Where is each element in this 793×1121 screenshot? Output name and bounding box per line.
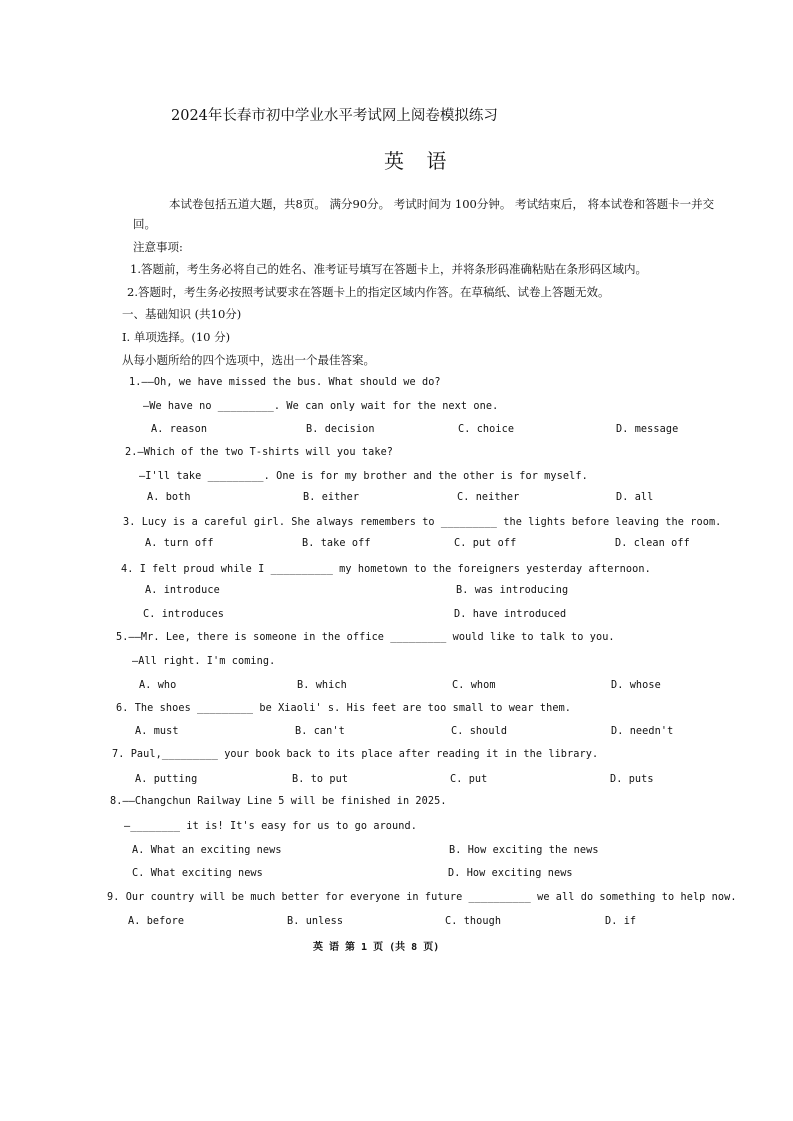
notice-item-2: 2.答题时，考生务必按照考试要求在答题卡上的指定区域内作答。在草稿纸、试卷上答题无效。 [127,285,610,299]
question-4-option-a: A. introduce [145,585,220,596]
question-6-option-d: D. needn't [611,726,674,737]
question-8-option-b: B. How exciting the news [449,845,599,856]
question-8-option-d: D. How exciting news [448,868,573,879]
question-5-reply: —All right. I'm coming. [132,656,276,667]
question-1-option-a: A. reason [151,424,208,435]
subject-title: 英 语 [384,149,455,173]
question-8-option-a: A. What an exciting news [132,845,282,856]
question-8-option-c: C. What exciting news [132,868,263,879]
question-5-option-d: D. whose [611,680,661,691]
question-3-stem: 3. Lucy is a careful girl. She always remembers to _________ the lights before leaving the room. [123,517,722,528]
question-5-stem: 5.——Mr. Lee, there is someone in the office _________ would like to talk to you. [116,632,615,643]
question-5-option-a: A. who [139,680,177,691]
notice-item-1: 1.答题前，考生务必将自己的姓名、准考证号填写在答题卡上，并将条形码准确粘贴在条形码区域内。 [130,262,647,276]
page-footer: 英 语 第 1 页 (共 8 页) [313,942,440,953]
question-1-option-b: B. decision [306,424,375,435]
exam-title: 2024年长春市初中学业水平考试网上阅卷模拟练习 [171,108,498,124]
notice-title: 注意事项: [133,240,183,254]
question-9-option-a: A. before [128,916,185,927]
question-3-option-c: C. put off [454,538,517,549]
intro-line-1: 本试卷包括五道大题，共8页。 满分90分。 考试时间为 100分钟。 考试结束后， 将本试卷和答题卡一并交 [169,197,715,211]
question-5-option-b: B. which [297,680,347,691]
question-8-stem: 8.——Changchun Railway Line 5 will be finished in 2025. [110,796,447,807]
question-6-option-a: A. must [135,726,179,737]
question-5-option-c: C. whom [452,680,496,691]
question-2-option-b: B. either [303,492,360,503]
sub-title: I. 单项选择。(10 分) [122,330,231,344]
question-6-stem: 6. The shoes _________ be Xiaoli' s. His feet are too small to wear them. [116,703,572,714]
intro-line-2: 回。 [133,217,156,231]
question-3-option-d: D. clean off [615,538,690,549]
question-9-option-b: B. unless [287,916,344,927]
instruction: 从每小题所给的四个选项中，选出一个最佳答案。 [122,353,375,367]
question-9-stem: 9. Our country will be much better for everyone in future __________ we all do something to help now. [107,892,737,903]
question-7-option-d: D. puts [610,774,654,785]
question-7-option-a: A. putting [135,774,198,785]
question-1-option-c: C. choice [458,424,515,435]
question-7-option-c: C. put [450,774,488,785]
question-7-stem: 7. Paul,_________ your book back to its place after reading it in the library. [112,749,599,760]
question-2-option-c: C. neither [457,492,520,503]
question-4-option-c: C. introduces [143,609,225,620]
question-6-option-c: C. should [451,726,508,737]
question-2-stem: 2.—Which of the two T-shirts will you take? [125,447,394,458]
question-8-reply: —________ it is! It's easy for us to go around. [124,821,417,832]
question-6-option-b: B. can't [295,726,345,737]
question-4-option-b: B. was introducing [456,585,569,596]
part-title: 一、基础知识 (共10分) [122,307,242,321]
question-1-stem: 1.——Oh, we have missed the bus. What should we do? [129,377,441,388]
question-1-option-d: D. message [616,424,679,435]
question-9-option-d: D. if [605,916,637,927]
question-9-option-c: C. though [445,916,502,927]
question-2-reply: —I'll take _________. One is for my brother and the other is for myself. [139,471,588,482]
question-2-option-a: A. both [147,492,191,503]
question-3-option-a: A. turn off [145,538,214,549]
question-1-reply: —We have no _________. We can only wait for the next one. [143,401,499,412]
question-7-option-b: B. to put [292,774,349,785]
question-3-option-b: B. take off [302,538,371,549]
question-4-stem: 4. I felt proud while I __________ my hometown to the foreigners yesterday afternoon. [121,564,651,575]
question-2-option-d: D. all [616,492,654,503]
question-4-option-d: D. have introduced [454,609,567,620]
